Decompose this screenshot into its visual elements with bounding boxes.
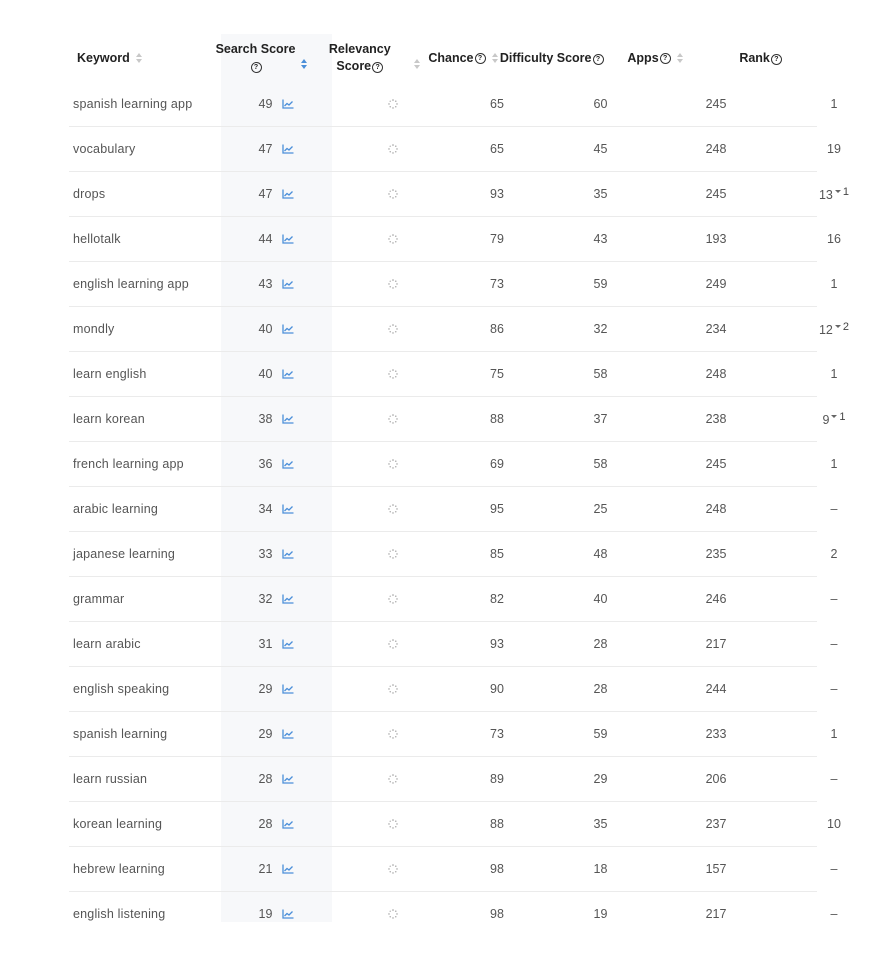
search-score-cell [221,727,332,741]
search-score-cell [221,547,332,561]
search-score-value: 47 [258,142,273,156]
keyword-cell[interactable]: french learning app [73,457,184,471]
difficulty-cell: 25 [593,502,608,516]
apps-cell[interactable]: 245 [705,97,727,111]
loading-spinner-icon [388,639,398,649]
keyword-cell[interactable]: spanish learning app [73,97,193,111]
search-score-value: 36 [258,457,273,471]
rank-cell [771,772,880,786]
keyword-cell[interactable]: learn korean [73,412,145,426]
apps-cell[interactable]: 248 [705,142,727,156]
rank-value: 1 [830,367,838,381]
keyword-cell[interactable]: english learning app [73,277,189,291]
rank-cell [771,367,880,381]
chance-cell: 90 [490,682,504,696]
chance-cell: 75 [490,367,504,381]
trend-chart-icon[interactable] [282,189,294,199]
keyword-cell[interactable]: english listening [73,907,166,921]
relevancy-score-cell [332,819,454,829]
trend-chart-icon[interactable] [282,414,294,424]
apps-cell[interactable]: 246 [705,592,727,606]
table-row[interactable] [69,622,838,667]
apps-cell[interactable]: 193 [705,232,727,246]
relevancy-score-cell [332,864,454,874]
chance-cell: 95 [490,502,504,516]
help-icon[interactable]: ? [593,54,604,65]
table-row[interactable] [69,82,838,127]
header-chance-label: Chance [428,51,474,65]
difficulty-cell: 29 [593,772,608,786]
loading-spinner-icon [388,729,398,739]
difficulty-cell: 59 [593,277,608,291]
rank-cell [771,411,880,427]
difficulty-cell: 28 [593,637,608,651]
table-row[interactable] [69,712,838,757]
rank-value: – [830,772,838,786]
rank-value: – [830,592,838,606]
rank-cell [771,232,880,246]
search-score-value: 40 [258,322,273,336]
loading-spinner-icon [388,234,398,244]
trend-chart-icon[interactable] [282,774,294,784]
chance-cell: 69 [490,457,504,471]
search-score-value: 28 [258,817,273,831]
rank-cell [771,321,880,337]
relevancy-score-cell [332,144,454,154]
loading-spinner-icon [388,549,398,559]
rank-cell [771,502,880,516]
relevancy-score-cell [332,234,454,244]
apps-cell[interactable]: 245 [705,457,727,471]
difficulty-cell: 45 [593,142,608,156]
help-icon[interactable]: ? [372,62,383,73]
table-row[interactable] [69,487,838,532]
trend-chart-icon[interactable] [282,729,294,739]
trend-chart-icon[interactable] [282,279,294,289]
help-icon[interactable]: ? [251,62,262,73]
header-rank-label: Rank [739,51,770,65]
apps-cell[interactable]: 249 [705,277,727,291]
header-relevancy-label-1: Relevancy [328,42,391,56]
header-difficulty-label: Difficulty Score [499,51,592,65]
table-row[interactable] [69,667,838,712]
rank-cell [771,186,880,202]
difficulty-cell: 43 [593,232,608,246]
rank-change-badge: 1 [831,411,845,423]
loading-spinner-icon [388,774,398,784]
trend-chart-icon[interactable] [282,324,294,334]
search-score-cell [221,592,332,606]
search-score-cell [221,682,332,696]
trend-chart-icon[interactable] [282,594,294,604]
search-score-cell [221,457,332,471]
search-score-value: 31 [258,637,273,651]
keyword-cell[interactable]: japanese learning [73,547,176,561]
loading-spinner-icon [388,189,398,199]
rank-cell [771,817,880,831]
rank-value: – [830,637,838,651]
rank-cell [771,277,880,291]
keyword-cell[interactable]: hellotalk [73,232,121,246]
apps-cell[interactable]: 248 [705,367,727,381]
trend-chart-icon[interactable] [282,369,294,379]
table-row[interactable] [69,802,841,847]
chance-cell: 86 [490,322,504,336]
relevancy-score-cell [332,594,454,604]
search-score-cell [221,187,332,201]
rank-change-badge: 1 [835,186,849,198]
loading-spinner-icon [388,864,398,874]
relevancy-score-cell [332,279,454,289]
chance-cell: 88 [490,412,504,426]
loading-spinner-icon [388,909,398,919]
trend-chart-icon[interactable] [282,549,294,559]
search-score-value: 34 [258,502,273,516]
apps-cell[interactable]: 244 [705,682,727,696]
sort-icon[interactable] [414,59,420,69]
table-row[interactable] [69,262,838,307]
table-row[interactable] [69,757,838,802]
rank-cell [771,682,880,696]
keyword-cell[interactable]: spanish learning [73,727,168,741]
difficulty-cell: 48 [593,547,608,561]
search-score-value: 33 [258,547,273,561]
header-search-score-label: Search Score [215,42,296,56]
table-body [69,82,850,936]
chance-cell: 93 [490,187,504,201]
header-rank[interactable] [704,51,817,65]
rank-cell [771,907,880,921]
sort-icon[interactable] [136,53,142,63]
keyword-cell[interactable]: drops [73,187,106,201]
difficulty-cell: 35 [593,187,608,201]
keyword-cell[interactable]: vocabulary [73,142,136,156]
chance-cell: 73 [490,277,504,291]
rank-cell [771,457,880,471]
search-score-cell [221,862,332,876]
search-score-cell [221,277,332,291]
table-row[interactable] [69,397,846,442]
table-row[interactable] [69,307,850,352]
relevancy-score-cell [332,369,454,379]
relevancy-score-cell [332,639,454,649]
apps-cell[interactable]: 206 [705,772,727,786]
difficulty-cell: 28 [593,682,608,696]
search-score-cell [221,637,332,651]
trend-chart-icon[interactable] [282,684,294,694]
trend-chart-icon[interactable] [282,234,294,244]
loading-spinner-icon [388,819,398,829]
trend-chart-icon[interactable] [282,504,294,514]
table-row[interactable] [69,172,850,217]
relevancy-score-cell [332,414,454,424]
rank-cell [771,592,880,606]
help-icon[interactable]: ? [660,53,671,64]
difficulty-cell: 18 [593,862,608,876]
search-score-value: 29 [258,727,273,741]
header-apps-label: Apps [627,51,659,65]
chance-cell: 98 [490,907,504,921]
apps-cell[interactable]: 235 [705,547,727,561]
apps-cell[interactable]: 245 [705,187,727,201]
rank-value: – [830,862,838,876]
table-row[interactable] [69,847,838,892]
relevancy-score-cell [332,909,454,919]
difficulty-cell: 37 [593,412,608,426]
rank-value: 1 [830,457,838,471]
keyword-cell[interactable]: grammar [73,592,125,606]
rank-value: 13 [818,188,833,202]
header-apps[interactable] [606,51,704,65]
search-score-value: 40 [258,367,273,381]
rank-value: 2 [830,547,838,561]
difficulty-cell: 32 [593,322,608,336]
chance-cell: 82 [490,592,504,606]
loading-spinner-icon [388,279,398,289]
apps-cell[interactable]: 248 [705,502,727,516]
sort-icon[interactable] [677,53,683,63]
relevancy-score-cell [332,774,454,784]
apps-cell[interactable]: 217 [705,907,727,921]
chance-cell: 93 [490,637,504,651]
keyword-cell[interactable]: korean learning [73,817,163,831]
table-header [69,34,817,82]
apps-cell[interactable]: 157 [705,862,727,876]
table-row[interactable] [69,577,838,622]
search-score-cell [221,907,332,921]
search-score-cell [221,97,332,111]
search-score-cell [221,232,332,246]
relevancy-score-cell [332,99,454,109]
relevancy-score-cell [332,189,454,199]
search-score-cell [221,367,332,381]
trend-chart-icon[interactable] [282,819,294,829]
search-score-value: 32 [258,592,273,606]
search-score-cell [221,142,332,156]
rank-value: 9 [822,413,830,427]
search-score-cell [221,412,332,426]
apps-cell[interactable]: 233 [705,727,727,741]
table-row[interactable] [69,352,838,397]
difficulty-cell: 58 [593,367,608,381]
trend-chart-icon[interactable] [282,144,294,154]
search-score-value: 19 [258,907,273,921]
search-score-value: 47 [258,187,273,201]
apps-cell[interactable]: 217 [705,637,727,651]
relevancy-score-cell [332,729,454,739]
rank-cell [771,142,880,156]
rank-value: – [830,907,838,921]
keyword-table [69,34,850,936]
keyword-cell[interactable]: learn arabic [73,637,141,651]
loading-spinner-icon [388,459,398,469]
keyword-cell[interactable]: arabic learning [73,502,158,516]
loading-spinner-icon [388,99,398,109]
table-row[interactable] [69,442,838,487]
chance-cell: 89 [490,772,504,786]
search-score-value: 28 [258,772,273,786]
relevancy-score-cell [332,459,454,469]
relevancy-score-cell [332,549,454,559]
keyword-cell[interactable]: hebrew learning [73,862,165,876]
search-score-value: 44 [258,232,273,246]
search-score-value: 21 [258,862,273,876]
keyword-cell[interactable]: mondly [73,322,115,336]
trend-chart-icon[interactable] [282,99,294,109]
difficulty-cell: 19 [593,907,608,921]
difficulty-cell: 35 [593,817,608,831]
rank-cell [771,727,880,741]
loading-spinner-icon [388,144,398,154]
search-score-value: 29 [258,682,273,696]
table-row[interactable] [69,532,838,577]
search-score-value: 49 [258,97,273,111]
rank-value: 1 [830,97,838,111]
loading-spinner-icon [388,594,398,604]
table-row[interactable] [69,892,838,936]
header-relevancy-label-2: Score [336,59,372,73]
chance-cell: 98 [490,862,504,876]
rank-cell [771,637,880,651]
table-row[interactable] [69,127,841,172]
rank-value: 10 [827,817,841,831]
search-score-cell [221,817,332,831]
help-icon[interactable]: ? [475,53,486,64]
header-chance[interactable] [414,51,497,65]
rank-value: 12 [818,323,833,337]
header-keyword[interactable] [69,51,206,65]
relevancy-score-cell [332,324,454,334]
loading-spinner-icon [388,324,398,334]
header-keyword-label: Keyword [77,51,130,65]
trend-chart-icon[interactable] [282,909,294,919]
loading-spinner-icon [388,414,398,424]
search-score-cell [221,772,332,786]
rank-value: 1 [830,277,838,291]
rank-cell [771,97,880,111]
relevancy-score-cell [332,504,454,514]
keyword-cell[interactable]: learn english [73,367,147,381]
chance-cell: 73 [490,727,504,741]
chance-cell: 65 [490,142,504,156]
loading-spinner-icon [388,369,398,379]
header-search-score[interactable] [206,41,305,75]
keyword-cell[interactable]: english speaking [73,682,170,696]
rank-value: – [830,502,838,516]
trend-chart-icon[interactable] [282,639,294,649]
help-icon[interactable]: ? [771,54,782,65]
apps-cell[interactable]: 238 [705,412,727,426]
loading-spinner-icon [388,684,398,694]
apps-cell[interactable]: 237 [705,817,727,831]
trend-chart-icon[interactable] [282,459,294,469]
chance-cell: 88 [490,817,504,831]
rank-cell [771,862,880,876]
search-score-cell [221,322,332,336]
trend-chart-icon[interactable] [282,864,294,874]
rank-value: 1 [830,727,838,741]
search-score-value: 43 [258,277,273,291]
chance-cell: 79 [490,232,504,246]
rank-cell [771,547,880,561]
difficulty-cell: 58 [593,457,608,471]
difficulty-cell: 60 [593,97,608,111]
apps-cell[interactable]: 234 [705,322,727,336]
rank-value: – [830,682,838,696]
difficulty-cell: 40 [593,592,608,606]
header-relevancy-score[interactable] [305,41,414,75]
loading-spinner-icon [388,504,398,514]
relevancy-score-cell [332,684,454,694]
rank-change-badge: 2 [835,321,849,333]
header-difficulty-score[interactable] [498,51,606,65]
search-score-cell [221,502,332,516]
search-score-value: 38 [258,412,273,426]
rank-value: 16 [827,232,841,246]
chance-cell: 85 [490,547,504,561]
rank-value: 19 [827,142,841,156]
chance-cell: 65 [490,97,504,111]
keyword-cell[interactable]: learn russian [73,772,148,786]
table-row[interactable] [69,217,841,262]
difficulty-cell: 59 [593,727,608,741]
